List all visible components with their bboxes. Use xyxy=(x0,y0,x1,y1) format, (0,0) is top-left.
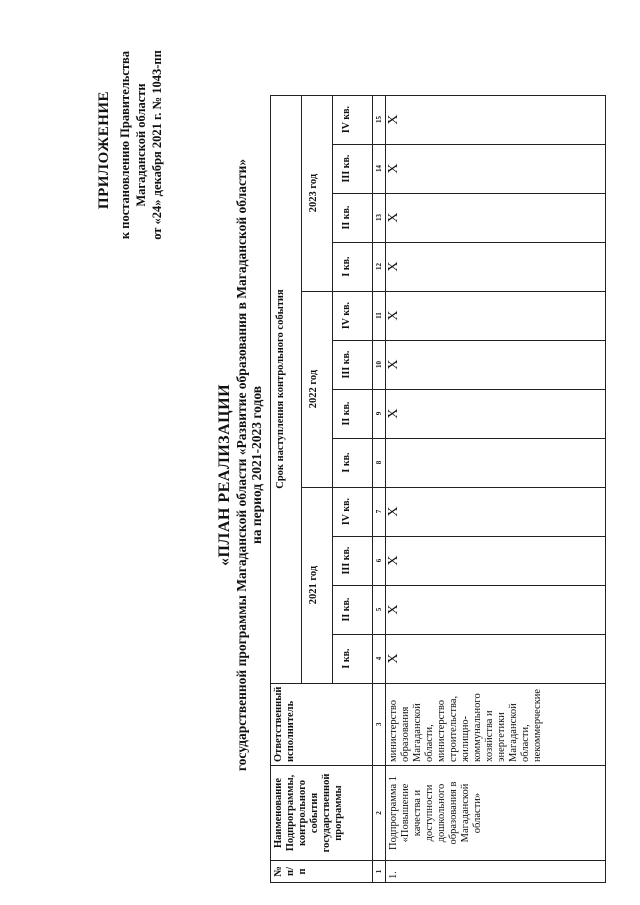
header-name: Наименование Подпрограммы, контрольного события государственной программы xyxy=(271,766,373,861)
decree-reference xyxy=(117,15,165,275)
header-quarter: III кв. xyxy=(333,144,373,193)
header-quarter: II кв. xyxy=(333,585,373,634)
column-number: 1 xyxy=(373,861,386,883)
plan-table xyxy=(270,95,606,883)
column-number: 2 xyxy=(373,766,386,861)
column-number: 9 xyxy=(373,389,386,438)
column-number: 12 xyxy=(373,242,386,291)
column-number: 13 xyxy=(373,193,386,242)
header-num: № п/п xyxy=(271,861,373,883)
header-quarter: IV кв. xyxy=(333,487,373,536)
row-mark: X xyxy=(386,95,606,144)
header-quarter: IV кв. xyxy=(333,291,373,340)
header-quarter: I кв. xyxy=(333,242,373,291)
column-number: 8 xyxy=(373,438,386,487)
row-mark: X xyxy=(386,340,606,389)
header-quarter: IV кв. xyxy=(333,95,373,144)
header-quarter: I кв. xyxy=(333,634,373,683)
header-year-2022: 2022 год xyxy=(302,291,333,487)
column-number: 5 xyxy=(373,585,386,634)
column-number: 14 xyxy=(373,144,386,193)
plan-subtitle xyxy=(234,85,264,845)
column-number: 3 xyxy=(373,683,386,765)
header-quarter: I кв. xyxy=(333,438,373,487)
row-name: Подпрограмма 1 «Повышение качества и доступности дошкольного образования в Магаданской области» xyxy=(386,766,606,861)
row-mark: X xyxy=(386,389,606,438)
row-mark: X xyxy=(386,536,606,585)
row-mark: X xyxy=(386,585,606,634)
row-mark: X xyxy=(386,291,606,340)
header-quarter: III кв. xyxy=(333,340,373,389)
column-number: 4 xyxy=(373,634,386,683)
plan-subtitle-line-2: на период 2021-2023 годов xyxy=(249,385,264,545)
row-mark: X xyxy=(386,193,606,242)
table-row xyxy=(386,95,606,882)
row-mark: X xyxy=(386,242,606,291)
row-mark xyxy=(386,438,606,487)
decree-line-1: к постановлению Правительства xyxy=(118,50,132,240)
header-quarter: II кв. xyxy=(333,193,373,242)
header-quarter: II кв. xyxy=(333,389,373,438)
plan-subtitle-line-1: государственной программы Магаданской области «Развитие образования в Магаданской области» xyxy=(234,158,249,772)
column-number: 10 xyxy=(373,340,386,389)
row-executor: министерство образования Магаданской области, министерство строительства, жилищно-коммунального хозяйства и энергетики Магаданской области, некоммерческие xyxy=(386,683,606,765)
header-quarter: III кв. xyxy=(333,536,373,585)
row-mark: X xyxy=(386,144,606,193)
row-num: 1. xyxy=(386,861,606,883)
header-year-2021: 2021 год xyxy=(302,487,333,683)
header-executor: Ответственный исполнитель xyxy=(271,683,373,765)
appendix-title: ПРИЛОЖЕНИЕ xyxy=(96,90,112,210)
decree-line-2: Магаданской области xyxy=(134,83,148,207)
column-number-row xyxy=(373,95,386,882)
column-number: 7 xyxy=(373,487,386,536)
decree-line-3: от «24» декабря 2021 г. № 1043-пп xyxy=(150,50,164,240)
row-mark: X xyxy=(386,487,606,536)
column-number: 11 xyxy=(373,291,386,340)
column-number: 6 xyxy=(373,536,386,585)
plan-title: «ПЛАН РЕАЛИЗАЦИИ xyxy=(216,383,233,567)
header-deadline: Срок наступления контрольного события xyxy=(271,95,302,683)
row-mark: X xyxy=(386,634,606,683)
header-year-2023: 2023 год xyxy=(302,95,333,291)
column-number: 15 xyxy=(373,95,386,144)
